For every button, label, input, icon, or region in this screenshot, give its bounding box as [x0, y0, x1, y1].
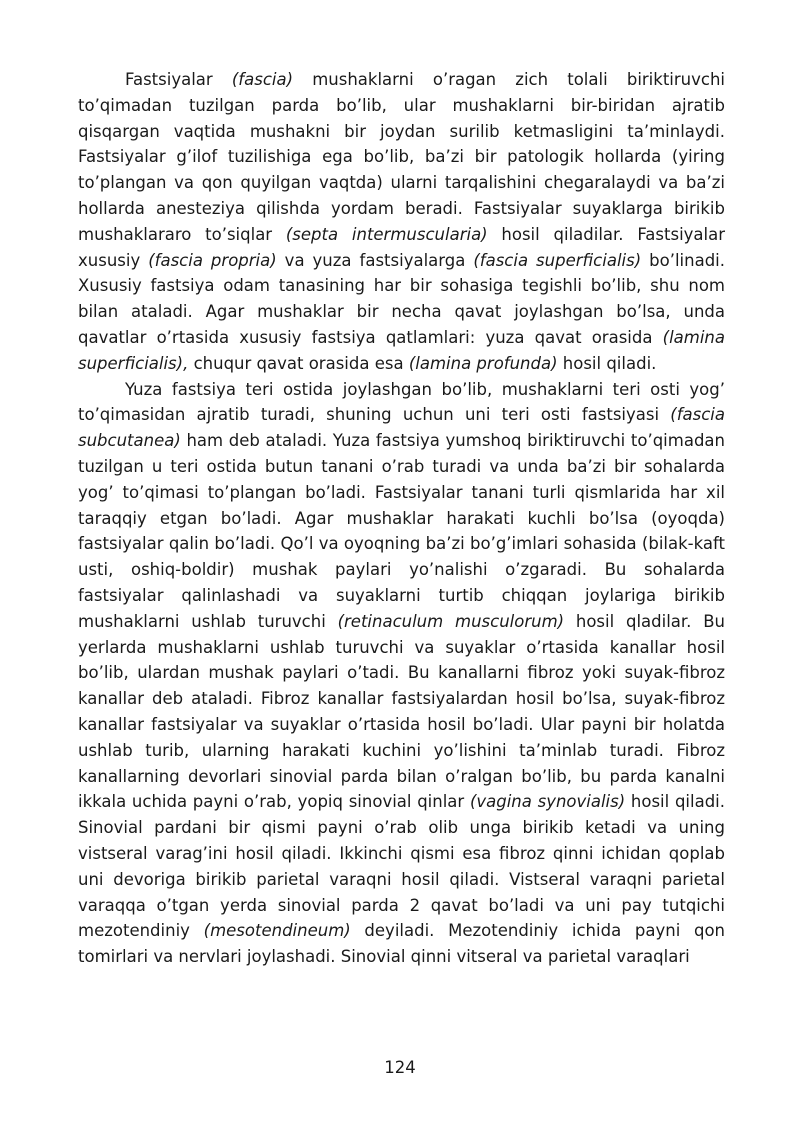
latin-term: (lamina superficialis), — [78, 327, 725, 373]
text-run: bo’linadi. Xususiy fastsiya odam tanasining har bir sohasiga tegishli bo’lib, shu nom bilan ataladi. Agar mushaklar bir necha qavat joylashgan bo’lsa, unda qavatlar o’rtasida xususiy fastsiya qatlamlari: yuza qavat orasida — [78, 250, 726, 347]
text-run: hosil qiladi. Sinovial pardani bir qismi payni o’rab olib unga birikib ketadi va uning vistseral varag’ini hosil qiladi. Ikkinchi qismi esa fibroz qinni ichidan qoplab uni devoriga birikib parietal varaqni hosil qiladi. Vistseral varaqni parietal varaqqa o’tgan yerda sinovial parda 2 qavat bo’ladi va uni pay tutqichi mezotendiniy — [78, 792, 726, 941]
text-run: Fastsiyalar — [125, 70, 232, 89]
text-run: mushaklarni o’ragan zich tolali biriktiruvchi to’qimadan tuzilgan parda bo’lib, ular mushaklarni bir-biridan ajratib qisqargan vaqtida mushakni bir joydan surilib ketmasligini ta’minlaydi. Fastsiyalar g’ilof tuzilishiga ega bo’lib, ba’zi bir patologik hollarda (yiring to’plangan va qon quyilgan vaqtda) ularni tarqalishini chegaralaydi va ba’zi hollarda anesteziya qilishda yordam beradi. Fastsiyalar suyaklarga birikib mushaklararo to’siqlar — [78, 70, 725, 244]
latin-term: (retinaculum musculorum) — [337, 611, 565, 631]
text-run: ham deb ataladi. Yuza fastsiya yumshoq biriktiruvchi to’qimadan tuzilgan u teri ostida butun tanani o’rab turadi va unda ba’zi bir sohalarda yog’ to’qimasi to’plangan bo’ladi. Fastsiyalar tanani turli qismlarida har xil taraqqiy etgan bo’ladi. Agar mushaklar harakati kuchli bo’lsa (oyoqda) fastsiyalar qalin bo’ladi. Qo’l va oyoqning ba’zi bo’g’imlari sohasida (bilak-kaft usti, oshiq-boldir) mushak paylari yo’nalishi o’zgaradi. Bu sohalarda fastsiyalar qalinlashadi va suyaklarni turtib chiqqan joylariga birikib mushaklarni ushlab turuvchi — [78, 431, 725, 631]
latin-term: (vagina synovialis) — [469, 792, 626, 812]
text-run: hosil qiladilar. Fastsiyalar xususiy — [78, 224, 726, 270]
text-run: hosil qiladi. — [557, 353, 657, 373]
latin-term: (mesotendineum) — [203, 921, 351, 941]
text-run: deyiladi. Mezotendiniy ichida payni qon tomirlari va nervlari joylashadi. Sinovial qinni vitseral va parietal varaqlari — [78, 921, 726, 967]
latin-term: (septa intermuscularia) — [285, 224, 488, 244]
text-run: chuqur qavat orasida esa — [188, 353, 409, 373]
latin-term: (lamina profunda) — [408, 353, 558, 373]
text-run: Yuza fastsiya teri ostida joylashgan bo’lib, mushaklarni teri osti yog’ to’qimasidan ajratib turadi, shuning uchun uni teri osti fastsiyasi — [78, 379, 725, 425]
latin-term: (fascia subcutanea) — [78, 405, 725, 451]
paragraph — [78, 67, 725, 377]
latin-term: (fascia) — [231, 70, 294, 89]
paragraph — [78, 377, 725, 970]
latin-term: (fascia propria) — [148, 250, 277, 270]
page-number: 124 — [384, 1058, 416, 1077]
latin-term: (fascia superficialis) — [473, 250, 642, 270]
text-run: hosil qladilar. Bu yerlarda mushaklarni ushlab turuvchi va suyaklar o’rtasida kanallar hosil bo’lib, ulardan mushak paylari o’tadi. Bu kanallarni fibroz yoki suyak-fibroz kanallar deb ataladi. Fibroz kanallar fastsiyalardan hosil bo’lsa, suyak-fibroz kanallar fastsiyalar va suyaklar o’rtasida hosil bo’ladi. Ular payni bir holatda ushlab turib, ularning harakati kuchini yo’lishini ta’minlab turadi. Fibroz kanallarning devorlari sinovial parda bilan o’ralgan bo’lib, bu parda kanalni ikkala uchida payni o’rab, yopiq sinovial qinlar — [78, 611, 725, 812]
body-text — [78, 67, 725, 970]
text-run: va yuza fastsiyalarga — [276, 250, 474, 270]
